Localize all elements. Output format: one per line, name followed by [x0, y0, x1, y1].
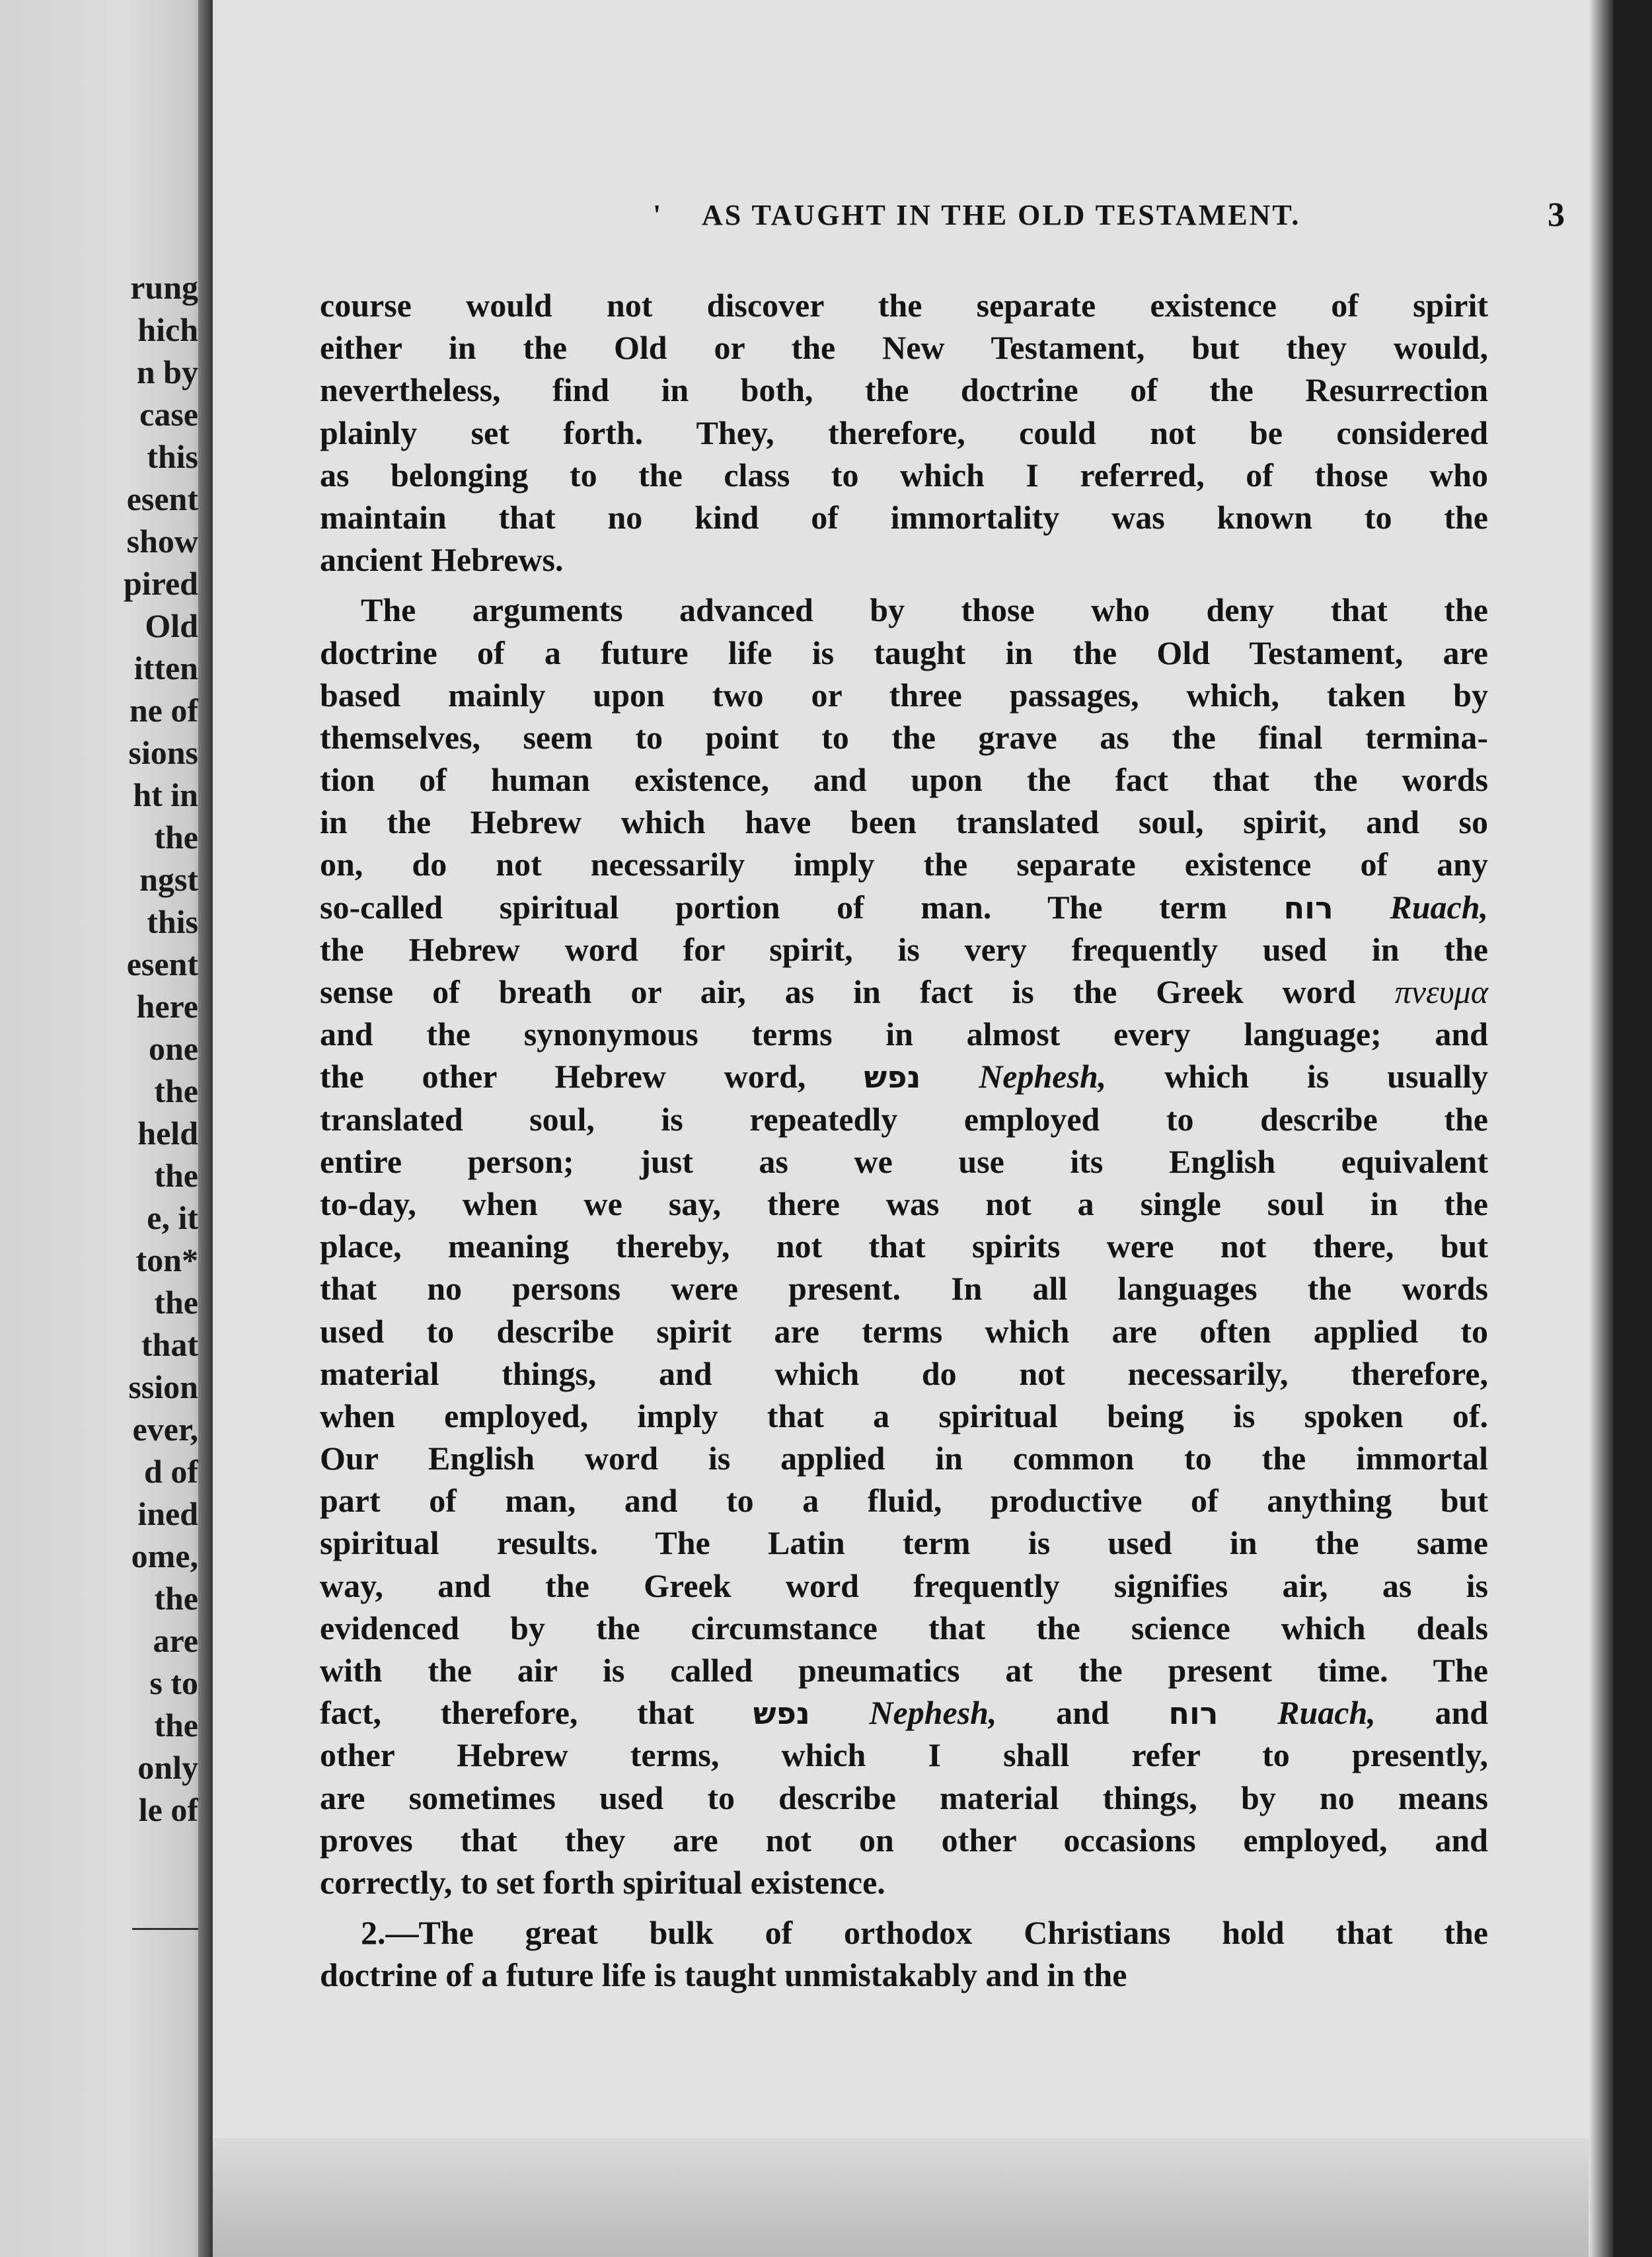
text-line: to-day, when we say, there was not a single soul in the — [320, 1185, 1488, 1222]
fragment-line: one — [149, 1030, 198, 1067]
page-edge-shadow — [1589, 0, 1614, 2257]
text-line: course would not discover the separate existence of spirit — [320, 287, 1488, 324]
previous-page-text — [124, 266, 198, 1831]
fragment-line: the — [154, 1157, 198, 1194]
book-page — [213, 0, 1614, 2257]
fragment-line: le of — [138, 1791, 198, 1828]
text-line — [320, 971, 1488, 1013]
text-run: the other Hebrew word, — [320, 1058, 806, 1095]
text-line: are sometimes used to describe material things, by no means — [320, 1779, 1488, 1816]
text-line: The arguments advanced by those who deny that the — [361, 591, 1488, 629]
fragment-line: the — [154, 1580, 198, 1617]
fragment-line: pired — [124, 565, 198, 602]
fragment-line: hich — [137, 311, 198, 348]
fragment-line: held — [137, 1115, 198, 1152]
fragment-line: ome, — [131, 1537, 198, 1574]
fragment-line: only — [137, 1749, 198, 1786]
fragment-line: esent — [126, 945, 198, 982]
text-line: with the air is called pneumatics at the present time. The — [320, 1652, 1488, 1689]
italic-transliteration: Nephesh, — [869, 1694, 997, 1732]
fragment-line: that — [141, 1326, 198, 1363]
text-line: either in the Old or the New Testament, but they would, — [320, 329, 1488, 367]
text-line: based mainly upon two or three passages, which, taken by — [320, 676, 1488, 714]
fragment-line: ngst — [139, 861, 198, 898]
fragment-line: are — [153, 1622, 198, 1659]
text-line: correctly, to set forth spiritual existence. — [320, 1863, 885, 1901]
text-line: ancient Hebrews. — [320, 541, 564, 579]
fragment-line: d of — [144, 1453, 198, 1490]
fragment-line: the — [154, 1707, 198, 1744]
paragraph-gap — [320, 1904, 1488, 1911]
text-line: plainly set forth. They, therefore, could not be considered — [320, 414, 1488, 451]
fragment-line: ne of — [129, 692, 198, 729]
text-line: nevertheless, find in both, the doctrine of the Resurrection — [320, 371, 1488, 409]
fragment-line: show — [126, 523, 198, 560]
fragment-line: ht in — [133, 776, 198, 813]
text-run: and — [1435, 1694, 1489, 1732]
fragment-line: sions — [128, 734, 198, 771]
greek-word: πνευμα — [1394, 973, 1489, 1010]
text-line: tion of human existence, and upon the fact that the words — [320, 761, 1488, 799]
text-line: on, do not necessarily imply the separate existence of any — [320, 846, 1488, 883]
footnote-rule — [132, 1928, 205, 1930]
text-line: used to describe spirit are terms which are often applied to — [320, 1312, 1488, 1350]
text-line: translated soul, is repeatedly employed to describe the — [320, 1100, 1488, 1138]
hebrew-word: נפש — [864, 1059, 921, 1095]
text-line: when employed, imply that a spiritual being is spoken of. — [320, 1397, 1488, 1434]
running-title: AS TAUGHT IN THE OLD TESTAMENT. — [702, 199, 1301, 231]
text-line: material things, and which do not necessarily, therefore, — [320, 1354, 1488, 1392]
italic-transliteration: Nephesh, — [979, 1058, 1107, 1095]
text-line: place, meaning thereby, not that spirits were not there, but — [320, 1228, 1488, 1265]
fragment-line: s to — [149, 1664, 198, 1701]
hebrew-word: רוח — [1283, 889, 1333, 926]
italic-transliteration: Ruach, — [1277, 1694, 1376, 1732]
previous-page-fragment — [0, 0, 210, 2257]
italic-transliteration: Ruach, — [1390, 888, 1489, 926]
hebrew-word: נפש — [753, 1695, 810, 1732]
text-line: proves that they are not on other occasions employed, and — [320, 1821, 1488, 1859]
page-bottom-margin — [213, 2138, 1614, 2257]
fragment-line: ined — [137, 1495, 198, 1532]
text-run: and — [1056, 1694, 1109, 1732]
text-line: as belonging to the class to which I referred, of those who — [320, 456, 1488, 494]
paragraph-gap — [320, 581, 1488, 589]
page-number: 3 — [1548, 196, 1565, 234]
text-line: doctrine of a future life is taught unmistakably and in the — [320, 1956, 1127, 1994]
text-line: themselves, seem to point to the grave as the final termina- — [320, 718, 1488, 756]
text-line: spiritual results. The Latin term is used in the same — [320, 1524, 1488, 1562]
fragment-line: Old — [145, 607, 198, 644]
fragment-line: e, it — [147, 1199, 198, 1236]
fragment-line: the — [154, 1072, 198, 1109]
fragment-line: here — [136, 988, 198, 1025]
fragment-line: this — [147, 903, 198, 940]
text-line — [320, 1055, 1488, 1097]
text-line: evidenced by the circumstance that the science which deals — [320, 1609, 1488, 1646]
text-line: maintain that no kind of immortality was known to the — [320, 498, 1488, 536]
text-run: which is usually — [1164, 1058, 1489, 1095]
text-line: other Hebrew terms, which I shall refer to presently, — [320, 1736, 1488, 1774]
head-mark: ' — [653, 199, 663, 231]
fragment-line: this — [147, 438, 198, 475]
body-text — [320, 284, 1488, 1997]
text-line: part of man, and to a fluid, productive of anything but — [320, 1482, 1488, 1520]
text-run: sense of breath or air, as in fact is the Greek word — [320, 973, 1356, 1010]
text-run: so-called spiritual portion of man. The term — [320, 888, 1227, 926]
fragment-line: n by — [136, 353, 198, 390]
text-line: 2.—The great bulk of orthodox Christians hold that the — [361, 1914, 1488, 1952]
text-line: entire person; just as we use its English equivalent — [320, 1142, 1488, 1180]
fragment-line: rung — [130, 269, 198, 306]
text-line — [320, 1691, 1488, 1734]
hebrew-word: רוח — [1168, 1695, 1219, 1732]
fragment-line: itten — [133, 649, 198, 686]
text-line: doctrine of a future life is taught in the Old Testament, are — [320, 634, 1488, 671]
fragment-line: ton* — [135, 1241, 198, 1278]
fragment-line: ever, — [132, 1411, 198, 1448]
text-line: and the synonymous terms in almost every language; and — [320, 1016, 1488, 1053]
text-line: the Hebrew word for spirit, is very frequently used in the — [320, 930, 1488, 968]
fragment-line: case — [139, 396, 198, 433]
fragment-line: the — [154, 1284, 198, 1321]
text-line: in the Hebrew which have been translated soul, spirit, and so — [320, 803, 1488, 841]
text-line: Our English word is applied in common to the immortal — [320, 1440, 1488, 1477]
fragment-line: esent — [126, 480, 198, 517]
fragment-line: ssion — [128, 1368, 198, 1405]
fragment-line: the — [154, 819, 198, 856]
text-run: fact, therefore, that — [320, 1694, 695, 1732]
text-line: way, and the Greek word frequently signifies air, as is — [320, 1567, 1488, 1604]
text-line: that no persons were present. In all languages the words — [320, 1270, 1488, 1308]
text-line — [320, 886, 1488, 928]
